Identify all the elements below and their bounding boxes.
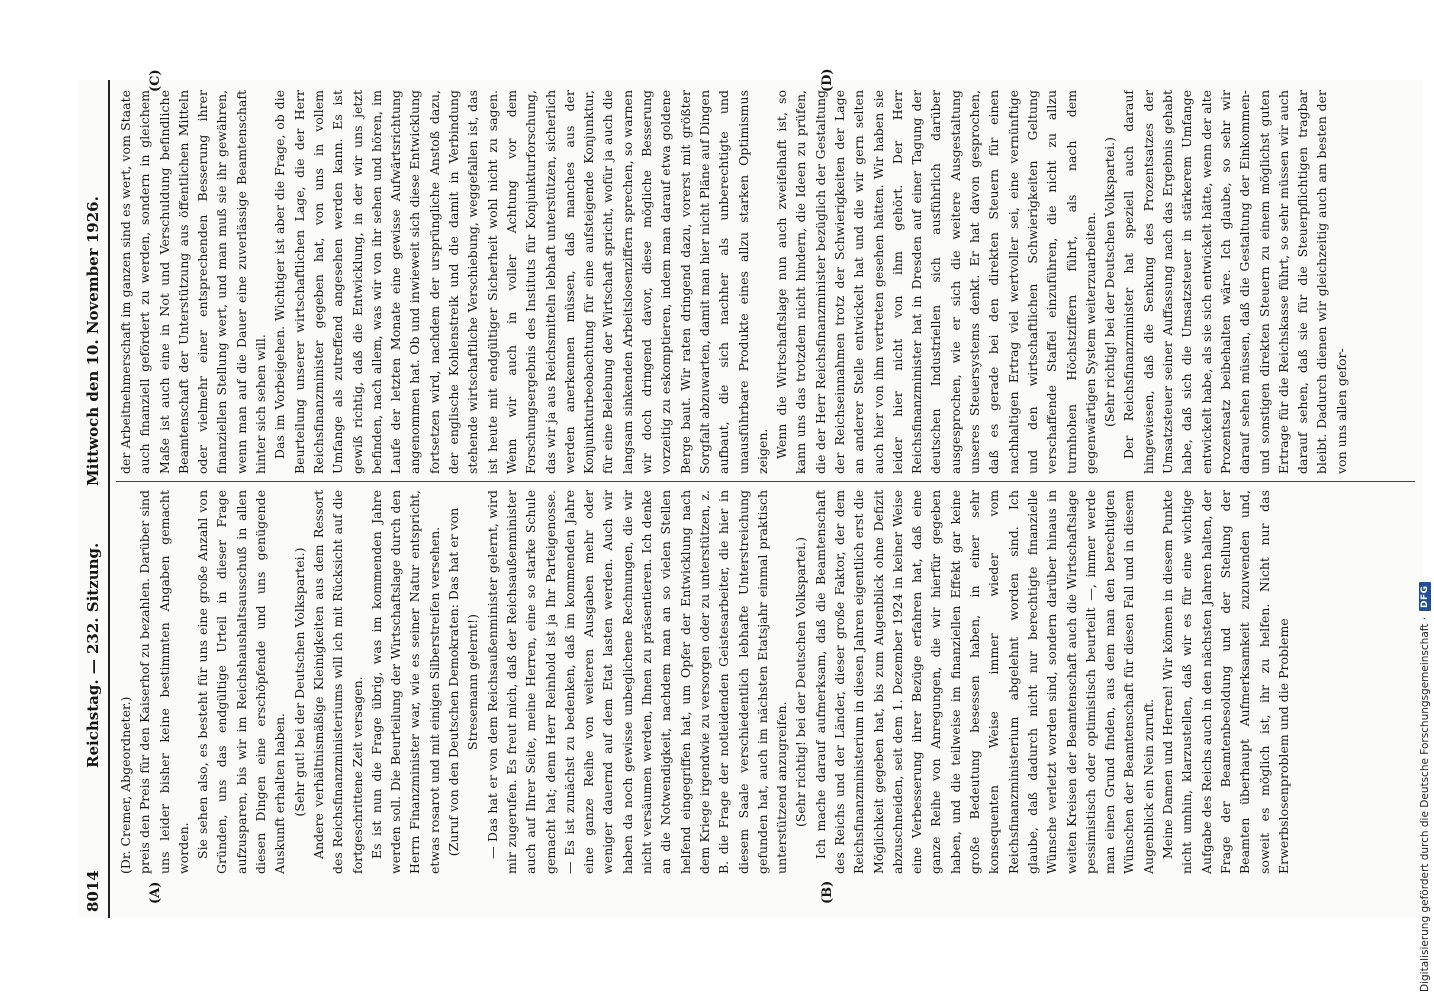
paragraph: Wenn die Wirtschaftslage nun auch zweifelhaft ist, so kann uns das trotzdem nicht hindern, die Ideen zu prüfen, die der Herr Reichsfinanzminister bezüglich der Gestaltung der Reichseinnahmen trotz der Schwierigkeiten der Lage an anderer Stelle entwickelt hat und die wir gern selten auch hier von ihm vertreten gesehen hätten. Wir haben sie leider hier nicht von ihm gehört. Der Herr Reichsfinanzminister hat in Dresden auf einer Tagung der deutschen Industriellen sich ausführlich darüber ausgesprochen, wie er sich die weitere Ausgestaltung unseres Steuersystems denkt. Er hat davon gesprochen, daß es gerade bei den direkten Steuern für einen nachhaltigen Ertrag viel wertvoller sei, eine vernünftige und den wirtschaftlichen Schwierigkeiten Geltung verschaffende Staffel einzuführen, die nicht zu allzu turmhohen Höchstziffern führt, als nach dem gegenwärtigen System weiterzuarbeiten. (774, 90, 1098, 474)
right-column (116, 90, 1415, 474)
paragraph: preis den Preis für den Kaiserhof zu bezahlen. Darüber sind uns leider bisher keine bestimmten Angaben gemacht worden. (137, 490, 191, 874)
paragraph: — Das hat er von dem Reichsaußenminister gelernt, wird mir zugerufen. Es freut mich, daß der Reichsaußenminister auch auf Ihrer Seite, meine Herren, eine so starke Schule gemacht hat; denn Herr Reinhold ist ja Ihr Parteigenosse. — Es ist zunächst zu bedenken, daß im kommenden Jahre eine ganze Reihe von weiteren Ausgaben mehr oder weniger dauernd auf dem Etat lasten werden. Auch wir haben da noch gewisse unbeglichene Rechnungen, die wir nicht versäumen werden, Ihnen zu präsentieren. Ich denke an die Notwendigkeit, nachdem man an so vielen Stellen helfend eingegriffen hat, um Opfer der Entwicklung nach dem Kriege irgendwie zu versorgen oder zu unterstützen, z. B. die Frage der notleidenden Geistesarbeiter, die hier in diesem Saale verschiedentlich lebhafte Unterstreichung gefunden hat, auch im nächsten Etatsjahr einmal praktisch unterstützend anzugreifen. (484, 490, 790, 874)
interjection: (Zuruf von den Deutschen Demokraten: Das hat er von Stresemann gelernt!) (446, 507, 481, 857)
session-date: Mittwoch den 10. November 1926. (84, 196, 102, 486)
left-column (116, 490, 1415, 874)
paragraph: Sie sehen also, es besteht für uns eine große Anzahl von Gründen, uns das endgültige Urteil in dieser Frage aufzusparen, bis wir im Reichshaushaltsausschuß in allen diesen Dingen eine erschöpfende und uns genügende Auskunft erhalten haben. (195, 490, 288, 874)
interjection: (Sehr gut! bei der Deutschen Volkspartei.) (291, 547, 307, 817)
paragraph: Das im Vorbeigehen. Wichtiger ist aber die Frage, ob die Beurteilung unserer wirtschaftlichen Lage, die der Herr Reichsfinanzminister gegeben hat, von uns in vollem Umfange als zutreffend angesehen werden kann. Es ist gewiß richtig, daß die Entwicklung, in der wir uns jetzt befinden, nach allem, was wir von ihr sehen und hören, im Laufe der letzten Monate eine gewisse Aufwärtsrichtung angenommen hat. Ob und inwieweit sich diese Entwicklung fortsetzen wird, nachdem der ursprüngliche Anstoß dazu, der englische Kohlenstreik und die damit in Verbindung stehende wirtschaftliche Verschiebung, weggefallen ist, das ist heute mit endgültiger Sicherheit wohl nicht zu sagen. Wenn wir auch in voller Achtung vor dem Forschungsergebnis des Instituts für Konjunkturforschung, das wir ja aus Reichsmitteln lebhaft unterstützen, sicherlich werden anerkennen müssen, daß manches aus der Konjunkturbeobachtung für eine aufsteigende Konjunktur, für eine Belebung der Wirtschaft spricht, wofür ja auch die langsam sinkenden Arbeitslosenziffern sprechen, so warnen wir doch dringend davor, diese mögliche Besserung vorzeitig zu eskomptieren, indem man darauf etwa goldene Berge baut. Wir raten dringend dazu, vorerst mit größter Sorgfalt abzuwarten, damit man hier nicht Pläne auf Dingen aufbaut, die sich nachher als unberechtigte und unausführbare Produkte eines allzu starken Optimismus zeigen. (272, 90, 770, 474)
interjection: (Sehr richtig! bei der Deutschen Volkspartei.) (793, 536, 809, 828)
interjection: (Sehr richtig! bei der Deutschen Volkspartei.) (1102, 136, 1118, 428)
paragraph: der Arbeitnehmerschaft im ganzen sind es wert, vom Staate auch finanziell gefördert zu werden, sondern in gleichem Maße ist auch eine in Not und Verschuldung befindliche Beamtenschaft der Unterstützung aus öffentlichen Mitteln oder vielmehr einer entsprechenden Besserung ihrer finanziellen Stellung wert, und man muß sie ihr gewähren, wenn man auf die Dauer eine zuverlässige Beamtenschaft hinter sich sehen will. (118, 90, 269, 474)
margin-mark-c: (C) (148, 69, 163, 92)
header-rule (108, 80, 110, 918)
scanned-page (78, 68, 1423, 918)
speaker-line: (Dr. Cremer, Abgeordneter.) (118, 696, 133, 874)
dfg-logo: DFG (1419, 582, 1431, 611)
paragraph: Es ist nun die Frage übrig, was im kommenden Jahre werden soll. Die Beurteilung der Wirtschaftslage durch den Herrn Finanzminister war, wie es seiner Natur entspricht, etwas rosarot und mit einigen Silberstreifen versehen. (368, 490, 442, 874)
paragraph: Andere verhältnismäßige Kleinigkeiten aus dem Ressort des Reichsfinanzministeriums will ich mit Rücksicht auf die fortgeschrittene Zeit versagen. (310, 490, 365, 874)
margin-mark-b: (B) (820, 880, 835, 904)
paragraph: Meine Damen und Herren! Wir können in diesem Punkte nicht umhin, klarzustellen, daß wir es für eine wichtige Aufgabe des Reichs auch in den nächsten Jahren halten, der Frage der Beamtenbesoldung und der Stellung der Beamten überhaupt Aufmerksamkeit zuzuwenden und, soweit es möglich ist, ihr zu helfen. Nicht nur das Erwerbslosenproblem und die Probleme (1160, 490, 1291, 874)
margin-mark-a: (A) (148, 881, 163, 904)
digitization-credit (1419, 582, 1431, 992)
credit-text: Digitalisierung gefördert durch die Deutsche Forschungsgemeinschaft · (1419, 616, 1431, 992)
page-number: 8014 (84, 870, 102, 912)
margin-mark-d: (D) (820, 68, 835, 92)
page-header (84, 80, 106, 918)
paragraph: Ich mache darauf aufmerksam, daß die Beamtenschaft des Reichs und der Länder, dieser große Faktor, der dem Reichsfinanzministerium in diesen Jahren eigentlich erst die Möglichkeit gegeben hat, bis zum Augenblick ohne Defizit abzuschneiden, seit dem 1. Dezember 1924 in keiner Weise eine Verbesserung ihrer Bezüge erfahren hat, daß eine ganze Reihe von Anregungen, die wir hierfür gegeben haben, und die teilweise im finanziellen Effekt gar keine große Bedeutung besessen haben, in einer sehr konsequenten Weise immer wieder vom Reichsfinanzministerium abgelehnt worden sind. Ich glaube, daß dadurch nicht nur berechtigte finanzielle Wünsche verletzt worden sind, sondern darüber hinaus in weiten Kreisen der Beamtenschaft auch die Wirtschaftslage pessimistisch oder optimistisch beurteilt —, immer werde man einen Grund finden, aus dem man den berechtigten Wünschen der Beamtenschaft für diesen Fall und in diesem Augenblick ein Nein zuruft. (812, 490, 1156, 874)
column-divider (116, 481, 1415, 482)
session-title: Reichstag. — 232. Sitzung. (84, 542, 102, 768)
paragraph: Der Reichsfinanzminister hat speziell auch darauf hingewiesen, daß die Senkung des Prozentsatzes der Umsatzsteuer seiner Auffassung nach das Ergebnis gehabt habe, daß sich die Umsatzsteuer in stärkerem Umfange entwickelt habe, als sie sich entwickelt hätte, wenn der alte Prozentsatz beibehalten wäre. Ich glaube, so sehr wir darauf sehen müssen, daß die Gestaltung der Einkommen- und sonstigen direkten Steuern zu einem möglichst guten Ertrage für die Reichskasse führt, so sehr müssen wir auch darauf sehen, daß sie für die Steuerpflichtigen tragbar bleibt. Dadurch dienen wir gleichzeitig auch am besten der von uns allen gefor- (1121, 90, 1349, 474)
